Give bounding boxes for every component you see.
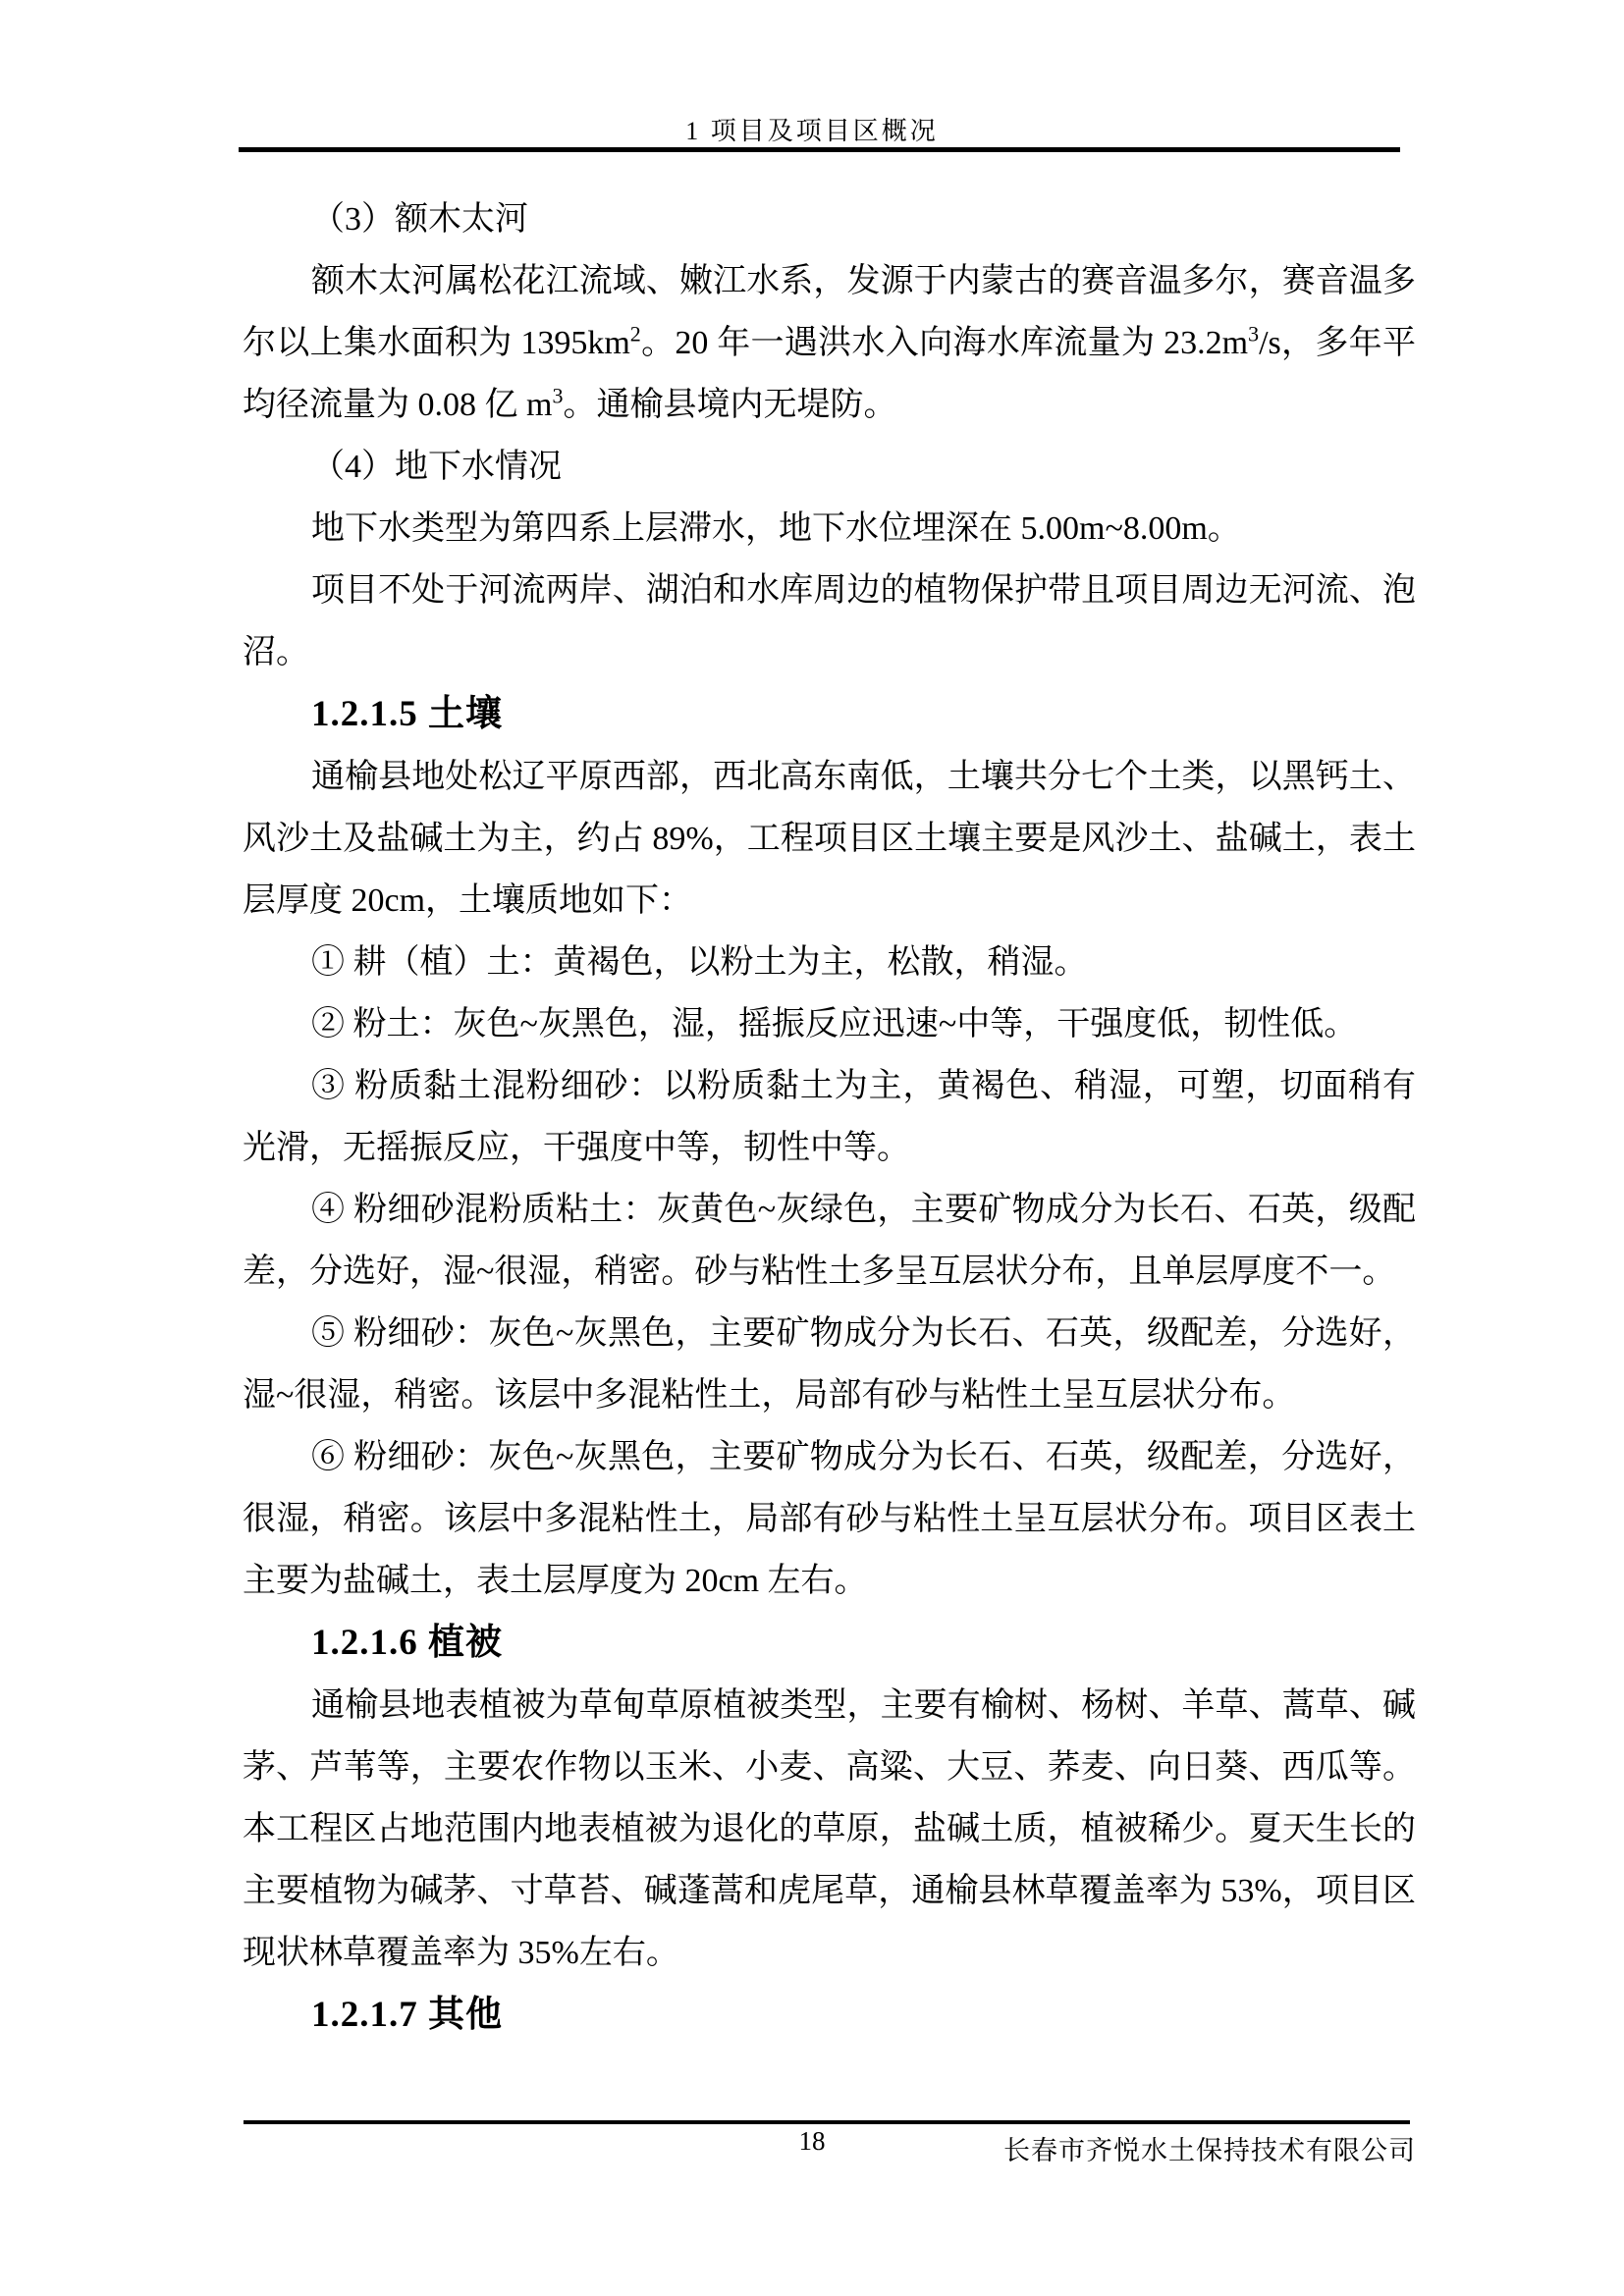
subsection-3-heading: （3）额木太河: [311, 201, 528, 238]
section-heading-other: 1.2.1.7 其他: [311, 1995, 503, 2035]
soil-layer-item-5: ⑤ 粉细砂：灰色~灰黑色，主要矿物成分为长石、石英，级配差，分选好，湿~很湿，稍密。该层中多混粘性土，局部有砂与粘性土呈互层状分布。: [243, 1315, 1416, 1414]
soil-layer-item-4: ④ 粉细砂混粉质粘土：灰黄色~灰绿色，主要矿物成分为长石、石英，级配差，分选好，湿~很湿，稍密。砂与粘性土多呈互层状分布，且单层厚度不一。: [243, 1192, 1416, 1290]
paragraph-groundwater: 地下水类型为第四系上层滞水，地下水位埋深在 5.00m~8.00m。: [311, 510, 1241, 547]
paragraph-vegetation: 通榆县地表植被为草甸草原植被类型，主要有榆树、杨树、羊草、蒿草、碱茅、芦苇等，主要农作物以玉米、小麦、高粱、大豆、荞麦、向日葵、西瓜等。本工程区占地范围内地表植被为退化的草原，盐碱土质，植被稀少。夏天生长的主要植物为碱茅、寸草苔、碱蓬蒿和虎尾草，通榆县林草覆盖率为 53%，项目区现状林草覆盖率为 35%左右。: [243, 1687, 1416, 1971]
footer-rule: [244, 2120, 1410, 2124]
superscript: 2: [629, 321, 641, 347]
superscript: 3: [552, 383, 564, 408]
text-run: /s，多年平均径流量为 0.08 亿 m: [243, 325, 1416, 423]
header-title: 1 项目及项目区概况: [685, 117, 939, 145]
paragraph-soil-overview: 通榆县地处松辽平原西部，西北高东南低，土壤共分七个土类，以黑钙土、风沙土及盐碱土为主，约占 89%，工程项目区土壤主要是风沙土、盐碱土，表土层厚度 20cm，土壤质地如下：: [243, 759, 1416, 919]
section-heading-soil: 1.2.1.5 土壤: [311, 694, 503, 734]
soil-layer-item-6: ⑥ 粉细砂：灰色~灰黑色，主要矿物成分为长石、石英，级配差，分选好，很湿，稍密。该层中多混粘性土，局部有砂与粘性土呈互层状分布。项目区表土主要为盐碱土，表土层厚度为 20cm 左右。: [243, 1439, 1416, 1599]
footer-company-name: 长春市齐悦水土保持技术有限公司: [1003, 2136, 1416, 2165]
text-run: 。通榆县境内无堤防。: [563, 387, 897, 423]
soil-layer-item-2: ② 粉土：灰色~灰黑色，湿，摇振反应迅速~中等，干强度低，韧性低。: [311, 1006, 1358, 1042]
paragraph-river-overview: [243, 250, 1416, 436]
soil-layer-item-1: ① 耕（植）土：黄褐色，以粉土为主，松散，稍湿。: [311, 944, 1088, 981]
soil-layer-item-3: ③ 粉质黏土混粉细砂：以粉质黏土为主，黄褐色、稍湿，可塑，切面稍有光滑，无摇振反应，干强度中等，韧性中等。: [243, 1068, 1416, 1166]
paragraph-protection-zone: 项目不处于河流两岸、湖泊和水库周边的植物保护带且项目周边无河流、泡沼。: [243, 572, 1416, 670]
text-run: 。20 年一遇洪水入向海水库流量为 23.2m: [640, 325, 1249, 361]
section-heading-vegetation: 1.2.1.6 植被: [311, 1623, 503, 1663]
page-number: 18: [798, 2126, 826, 2156]
document-body: [243, 188, 1416, 2047]
superscript: 3: [1248, 321, 1260, 347]
header-rule: [239, 147, 1400, 152]
text-run: 额木太河属松花江流域、嫩江水系，发源于内蒙古的赛音温多尔，赛音温多尔以上集水面积为 1395km: [243, 263, 1416, 361]
subsection-4-heading: （4）地下水情况: [311, 449, 562, 485]
